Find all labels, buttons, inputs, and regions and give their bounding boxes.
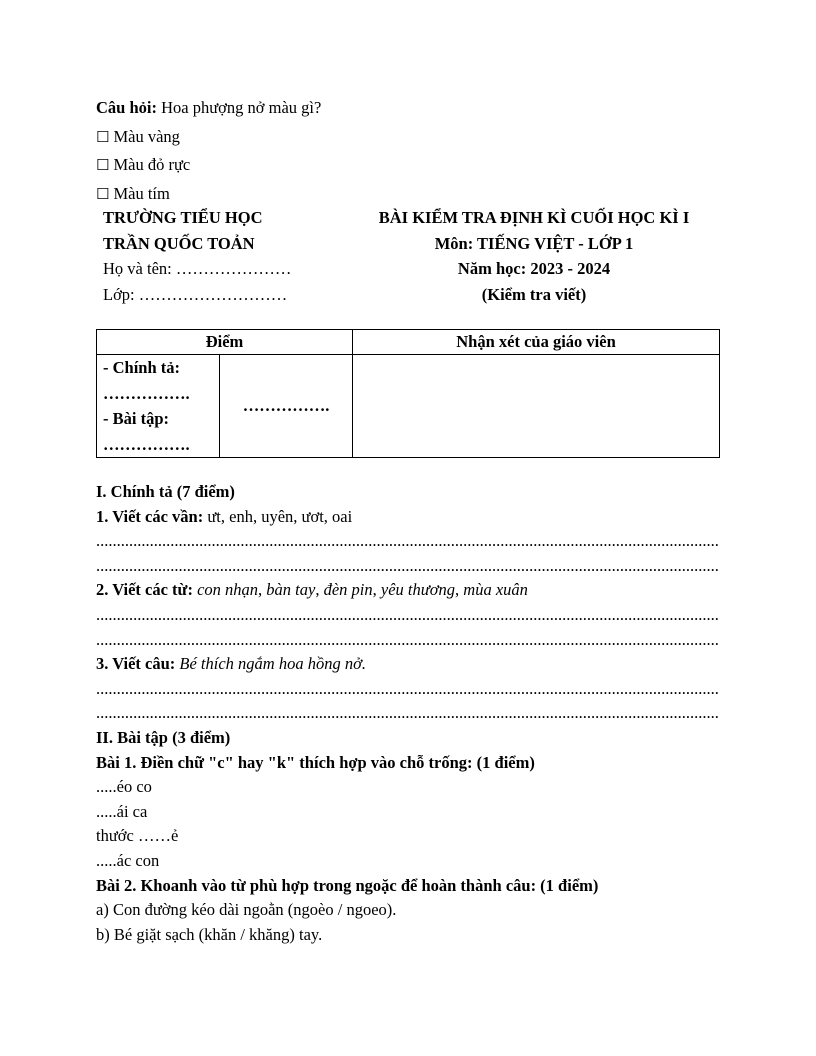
option-label: Màu vàng — [113, 126, 180, 146]
exercise1-item[interactable]: .....ác con — [96, 850, 160, 870]
answer-line[interactable]: ....................................................................................................................................................... — [96, 604, 719, 624]
question-line — [96, 94, 720, 123]
answer-line[interactable]: ....................................................................................................................................................... — [96, 678, 719, 698]
student-name-field[interactable]: Họ và tên: ………………… — [103, 259, 292, 278]
section1-q1 — [96, 505, 720, 530]
exam-info — [354, 205, 714, 307]
q1-label: 1. Viết các vần: — [96, 506, 204, 526]
answer-line[interactable]: ....................................................................................................................................................... — [96, 555, 719, 575]
exam-title: BÀI KIỂM TRA ĐỊNH KÌ CUỐI HỌC KÌ I — [378, 208, 690, 227]
q2-separator: , — [315, 580, 324, 600]
comment-header: Nhận xét của giáo viên — [353, 330, 720, 355]
section1-q3 — [96, 652, 720, 677]
exercise1-item[interactable]: thước ……ẻ — [96, 826, 179, 846]
dictation-score-field[interactable]: ……………. — [103, 383, 190, 403]
option-1[interactable] — [96, 123, 720, 152]
score-table-row — [97, 355, 720, 458]
q2-word: mùa xuân — [463, 580, 528, 600]
exercise1-item[interactable]: .....ái ca — [96, 801, 148, 821]
q2-word: đèn pin — [323, 580, 373, 600]
section2-title: II. Bài tập (3 điểm) — [96, 727, 231, 747]
school-name-line1: TRƯỜNG TIỂU HỌC — [103, 208, 263, 227]
exercise2-title: Bài 2. Khoanh vào từ phù hợp trong ngoặc để hoàn thành câu: (1 điểm) — [96, 875, 599, 895]
question-block — [96, 94, 720, 208]
checkbox-icon[interactable]: ☐ — [96, 184, 110, 203]
student-class-field[interactable]: Lớp: ……………………… — [103, 284, 288, 304]
score-table — [96, 329, 720, 458]
q2-word: yêu thương — [380, 580, 456, 600]
answer-line[interactable]: ....................................................................................................................................................... — [96, 531, 719, 551]
exercise1-item[interactable]: .....éo co — [96, 777, 152, 797]
exercise1-title: Bài 1. Điền chữ "c" hay "k" thích hợp vào chỗ trống: (1 điểm) — [96, 752, 535, 772]
checkbox-icon[interactable]: ☐ — [96, 156, 110, 174]
question-text: Hoa phượng nở màu gì? — [161, 98, 322, 117]
answer-line[interactable]: ....................................................................................................................................................... — [96, 629, 719, 649]
total-score-field[interactable]: ……………. — [220, 355, 353, 458]
exam-subject: Môn: TIẾNG VIỆT - LỚP 1 — [434, 233, 634, 253]
exam-type: (Kiểm tra viết) — [481, 284, 587, 304]
q2-separator: , — [455, 580, 464, 600]
score-breakdown — [97, 355, 220, 458]
teacher-comment-cell[interactable] — [353, 355, 720, 458]
school-info — [103, 205, 343, 307]
q3-text: Bé thích ngắm hoa hồng nở. — [179, 654, 367, 674]
exam-body — [96, 480, 720, 947]
q2-word: bàn tay — [266, 580, 316, 600]
option-2[interactable] — [96, 151, 720, 180]
q2-word: con nhạn — [197, 580, 259, 600]
section1-q2 — [96, 578, 720, 603]
q2-separator: , — [258, 580, 267, 600]
exercise2-item[interactable]: a) Con đường kéo dài ngoằn (ngoèo / ngoeo). — [96, 900, 397, 920]
q2-label: 2. Viết các từ: — [96, 580, 193, 600]
exam-header — [96, 205, 720, 305]
q3-label: 3. Viết câu: — [96, 654, 176, 674]
answer-line[interactable]: ....................................................................................................................................................... — [96, 703, 719, 723]
exercise-label: - Bài tập: — [103, 409, 169, 428]
dictation-label: - Chính tả: — [103, 358, 181, 377]
q2-separator: , — [372, 580, 381, 600]
option-3[interactable] — [96, 180, 720, 209]
exam-year: Năm học: 2023 - 2024 — [457, 259, 611, 278]
checkbox-icon[interactable]: ☐ — [96, 127, 110, 146]
section1-title: I. Chính tả (7 điểm) — [96, 482, 235, 501]
q1-text: ưt, enh, uyên, ươt, oai — [207, 506, 353, 526]
question-label: Câu hỏi: — [96, 98, 157, 117]
exercise-score-field[interactable]: ……………. — [103, 434, 190, 454]
score-table-header — [97, 330, 720, 355]
option-label: Màu tím — [113, 183, 170, 203]
score-header: Điểm — [97, 330, 353, 355]
option-label: Màu đỏ rực — [113, 155, 191, 174]
school-name-line2: TRẦN QUỐC TOẢN — [103, 233, 255, 253]
exercise2-item[interactable]: b) Bé giặt sạch (khăn / khăng) tay. — [96, 924, 323, 944]
